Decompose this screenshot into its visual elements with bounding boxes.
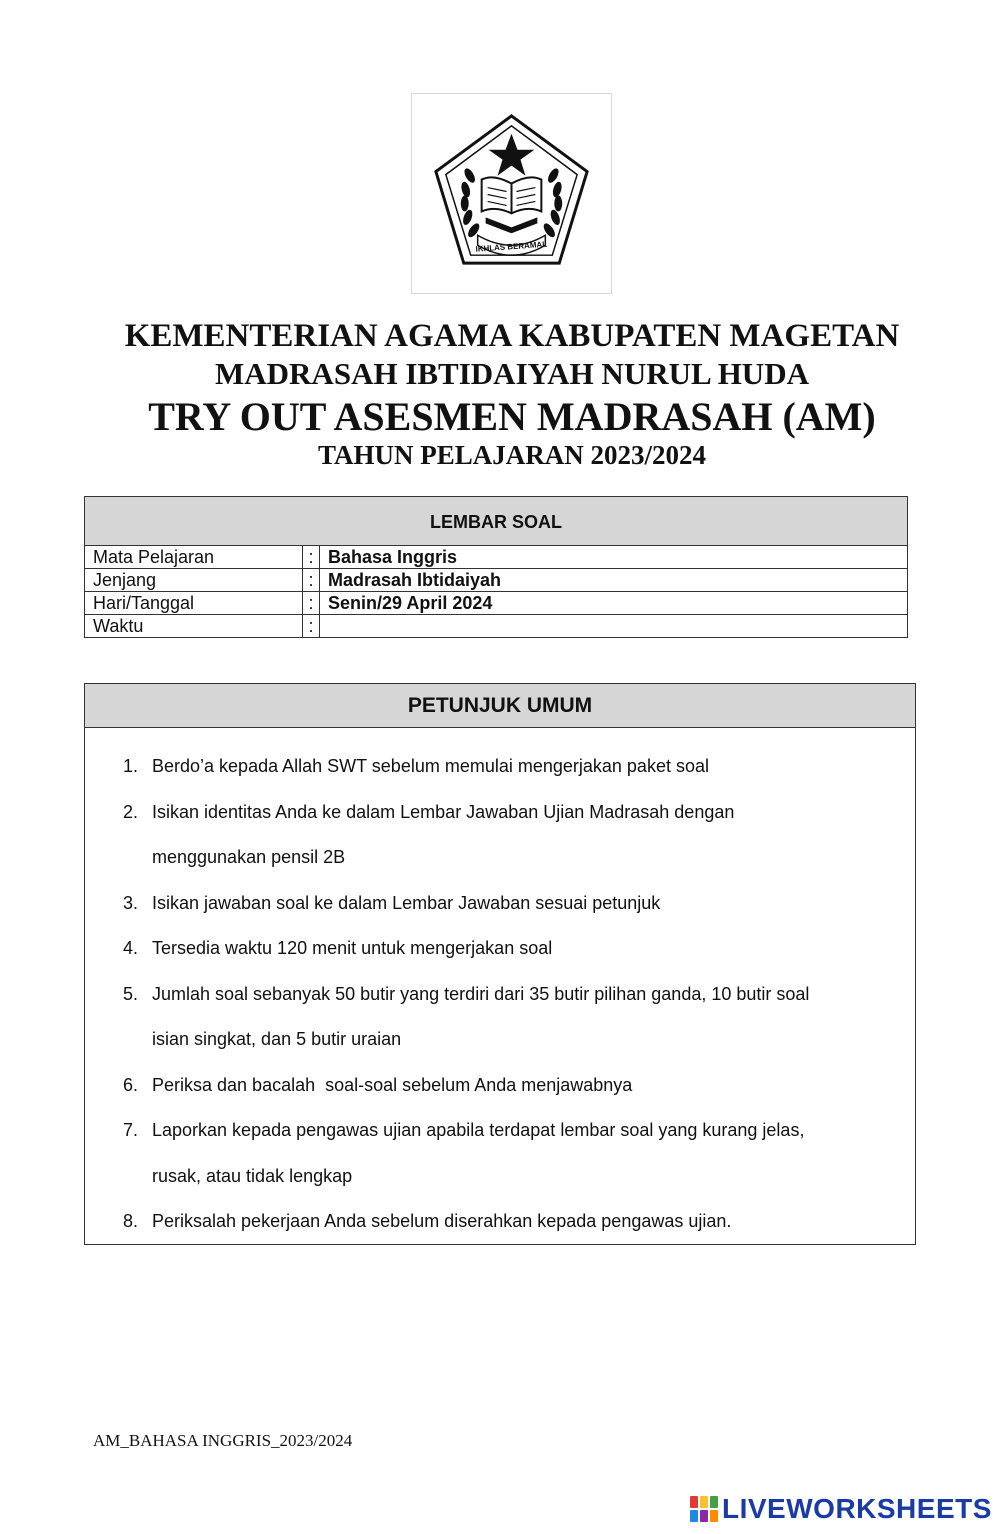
row-separator: : <box>303 546 320 569</box>
header-academic-year: TAHUN PELAJARAN 2023/2024 <box>317 440 706 470</box>
item-number: 4. <box>123 938 139 958</box>
row-value: Madrasah Ibtidaiyah <box>320 569 908 592</box>
emblem-logo <box>411 93 612 294</box>
list-item <box>85 1199 915 1245</box>
item-number: 3. <box>123 892 139 913</box>
brand-text: LIVEWORKSHEETS <box>722 1493 992 1524</box>
table-row <box>85 569 908 592</box>
brand-block <box>710 1510 718 1522</box>
brand-block <box>690 1510 698 1522</box>
header-ministry: KEMENTERIAN AGAMA KABUPATEN MAGETAN <box>124 318 900 354</box>
table-row <box>85 546 908 569</box>
row-value <box>320 615 908 638</box>
liveworksheets-logo-icon <box>690 1496 718 1522</box>
row-value: Senin/29 April 2024 <box>320 592 908 615</box>
brand-block <box>700 1510 708 1522</box>
item-text: Isikan identitas Anda ke dalam Lembar Jawaban Ujian Madrasah dengan <box>152 801 735 822</box>
header-exam-title: TRY OUT ASESMEN MADRASAH (AM) <box>148 394 876 439</box>
item-number: 5. <box>123 983 139 1004</box>
row-label: Mata Pelajaran <box>85 546 303 569</box>
list-item <box>85 881 915 927</box>
list-item <box>85 926 915 972</box>
table-row <box>85 615 908 638</box>
item-text: Laporkan kepada pengawas ujian apabila terdapat lembar soal yang kurang jelas, <box>152 1120 805 1140</box>
item-text: Jumlah soal sebanyak 50 butir yang terdiri dari 35 butir pilihan ganda, 10 butir soal <box>152 983 810 1004</box>
item-text: Periksalah pekerjaan Anda sebelum diserahkan kepada pengawas ujian. <box>152 1211 732 1231</box>
item-text: Periksa dan bacalah soal-soal sebelum Anda menjawabnya <box>152 1074 633 1095</box>
list-item <box>85 744 915 790</box>
emblem-icon <box>412 94 611 293</box>
header-school: MADRASAH IBTIDAIYAH NURUL HUDA <box>215 356 809 391</box>
lembar-soal-table <box>84 496 908 638</box>
svg-text:IKHLAS BERAMAL: IKHLAS BERAMAL <box>475 239 548 254</box>
instruction-list <box>85 728 915 1245</box>
document-code: AM_BAHASA INGGRIS_2023/2024 <box>93 1431 353 1450</box>
table-row <box>85 592 908 615</box>
brand-block <box>700 1496 708 1508</box>
item-number: 2. <box>123 801 139 822</box>
list-item <box>85 972 915 1063</box>
brand-block <box>690 1496 698 1508</box>
row-label: Hari/Tanggal <box>85 592 303 615</box>
row-separator: : <box>303 615 320 638</box>
liveworksheets-brand[interactable] <box>690 1493 992 1525</box>
item-text: Tersedia waktu 120 menit untuk mengerjakan soal <box>152 938 553 958</box>
row-separator: : <box>303 569 320 592</box>
item-text-continued: rusak, atau tidak lengkap <box>152 1165 353 1186</box>
item-text: Berdo’a kepada Allah SWT sebelum memulai mengerjakan paket soal <box>152 756 709 776</box>
item-text-continued: menggunakan pensil 2B <box>152 847 346 867</box>
item-number: 7. <box>123 1120 139 1140</box>
item-text-continued: isian singkat, dan 5 butir uraian <box>152 1029 402 1049</box>
brand-block <box>710 1496 718 1508</box>
row-value: Bahasa Inggris <box>320 546 908 569</box>
lembar-soal-title: LEMBAR SOAL <box>85 497 908 546</box>
list-item <box>85 1063 915 1109</box>
item-number: 1. <box>123 756 139 776</box>
item-number: 8. <box>123 1211 139 1231</box>
item-number: 6. <box>123 1074 139 1095</box>
row-label: Waktu <box>85 615 303 638</box>
petunjuk-umum-box <box>84 683 916 1245</box>
petunjuk-title: PETUNJUK UMUM <box>85 684 915 728</box>
list-item <box>85 790 915 881</box>
row-label: Jenjang <box>85 569 303 592</box>
row-separator: : <box>303 592 320 615</box>
item-text: Isikan jawaban soal ke dalam Lembar Jawaban sesuai petunjuk <box>152 892 661 913</box>
list-item <box>85 1108 915 1199</box>
